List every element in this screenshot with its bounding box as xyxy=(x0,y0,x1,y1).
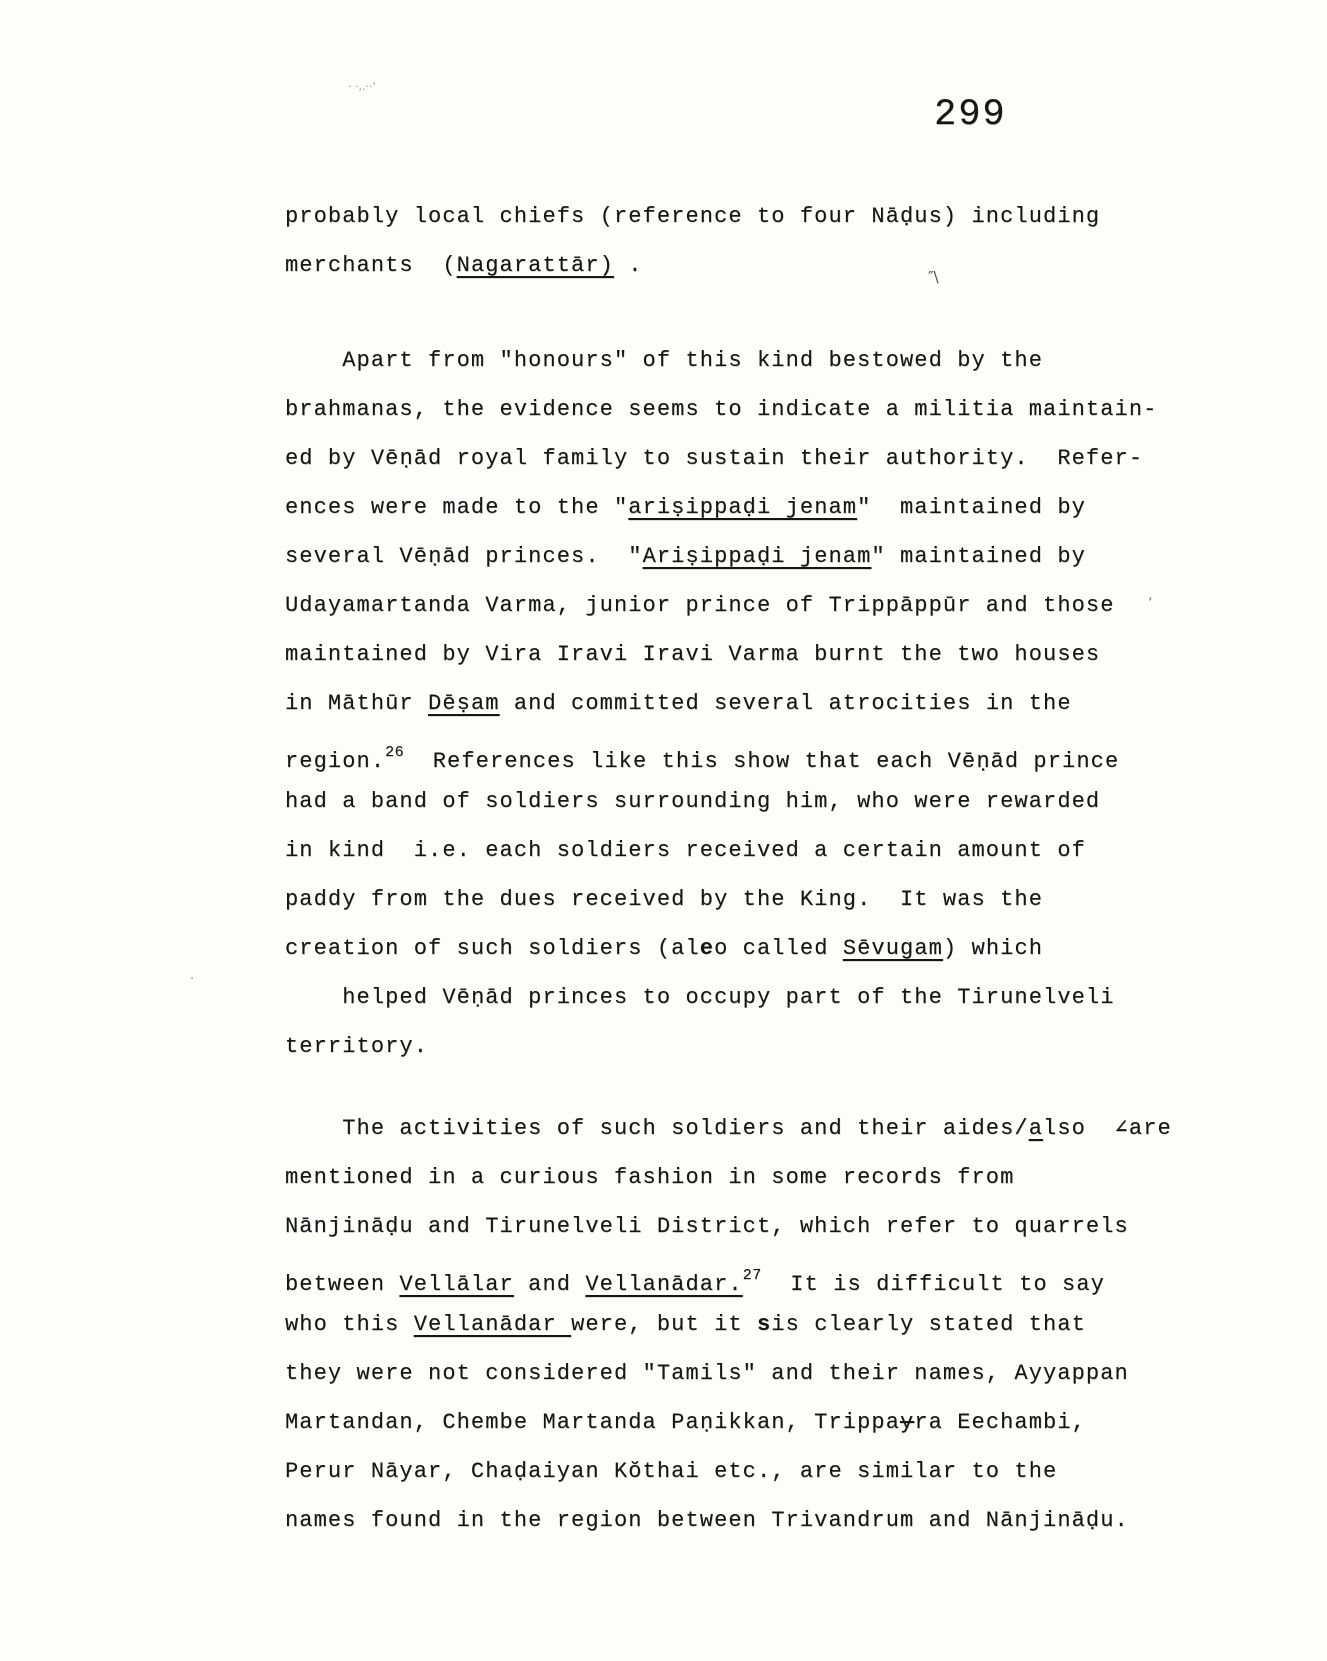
text-line xyxy=(285,192,1225,241)
text-segment: several Vēṇād princes. " xyxy=(285,544,643,569)
text-line xyxy=(285,241,1225,290)
text-segment: Ariṣippaḍi jenam xyxy=(642,544,872,569)
text-line xyxy=(285,1153,1225,1202)
scan-artifact: · ·,.··' xyxy=(348,80,376,93)
text-line xyxy=(285,973,1225,1022)
text-segment: 27 xyxy=(742,1267,762,1284)
text-segment: mentioned in a curious fashion in some records from xyxy=(285,1165,1015,1190)
text-segment: merchants ( xyxy=(285,253,457,278)
text-segment: y xyxy=(900,1410,915,1435)
text-segment: Apart from "honours" of this kind bestowed by the xyxy=(285,348,1044,373)
text-segment: ra Eechambi, xyxy=(914,1410,1086,1435)
text-line xyxy=(285,1104,1225,1153)
text-segment: is clearly stated that xyxy=(771,1312,1086,1337)
document-body xyxy=(285,192,1225,1545)
text-segment: Dēṣam xyxy=(428,691,500,716)
text-segment: ences were made to the " xyxy=(285,495,629,520)
text-segment: lso ∠are xyxy=(1043,1116,1172,1141)
text-segment: Vellanādar. xyxy=(585,1272,743,1297)
text-segment: had a band of soldiers surrounding him, who were rewarded xyxy=(285,789,1101,814)
text-line xyxy=(285,875,1225,924)
page-number: 299 xyxy=(934,94,1007,136)
text-segment: Perur Nāyar, Chaḍaiyan Kŏthai etc., are similar to the xyxy=(285,1459,1058,1484)
text-segment: . xyxy=(613,253,643,278)
text-line xyxy=(285,1496,1225,1545)
scan-artifact: ’ xyxy=(1148,596,1153,612)
text-segment: they were not considered "Tamils" and their names, Ayyappan xyxy=(285,1361,1129,1386)
text-segment: maintained by Vira Iravi Iravi Varma burnt the two houses xyxy=(285,642,1101,667)
text-line xyxy=(285,1398,1225,1447)
text-line xyxy=(285,1251,1225,1300)
text-line xyxy=(285,777,1225,826)
text-line xyxy=(285,385,1225,434)
text-segment: and committed several atrocities in the xyxy=(499,691,1072,716)
paragraph xyxy=(285,1104,1225,1545)
text-segment: " maintained by xyxy=(857,495,1086,520)
text-segment: names found in the region between Trivandrum and Nānjināḍu. xyxy=(285,1508,1129,1533)
text-line xyxy=(285,1447,1225,1496)
text-segment: probably local chiefs (reference to four Nāḍus) including xyxy=(285,204,1101,229)
text-segment: Nagarattār) xyxy=(456,253,614,278)
text-segment: a xyxy=(1028,1116,1044,1141)
text-segment: e xyxy=(699,936,715,961)
paragraph xyxy=(285,336,1225,1071)
scan-artifact: . xyxy=(190,968,195,983)
text-segment: territory. xyxy=(285,1034,429,1059)
text-segment: " maintained by xyxy=(871,544,1086,569)
text-segment: who this xyxy=(285,1312,414,1337)
text-segment: ) which xyxy=(942,936,1044,961)
text-segment: were, but it xyxy=(571,1312,757,1337)
text-segment: ariṣippaḍi jenam xyxy=(628,495,858,520)
text-line xyxy=(285,483,1225,532)
text-line xyxy=(285,532,1225,581)
text-segment: region. xyxy=(285,749,386,774)
text-line xyxy=(285,434,1225,483)
text-segment: Sēvugam xyxy=(842,936,943,961)
text-segment: between xyxy=(285,1272,400,1297)
text-segment: It is difficult to say xyxy=(761,1272,1105,1297)
text-line xyxy=(285,630,1225,679)
text-line xyxy=(285,679,1225,728)
text-line xyxy=(285,336,1225,385)
text-line xyxy=(285,728,1225,777)
text-segment: brahmanas, the evidence seems to indicate a militia maintain- xyxy=(285,397,1158,422)
text-line xyxy=(285,924,1225,973)
text-segment: and xyxy=(513,1272,586,1297)
text-segment: in kind i.e. each soldiers received a certain amount of xyxy=(285,838,1086,863)
paragraph xyxy=(285,192,1225,290)
text-segment: paddy from the dues received by the King. It was the xyxy=(285,887,1044,912)
text-segment: Vellālar xyxy=(399,1272,514,1297)
text-line xyxy=(285,1300,1225,1349)
text-line xyxy=(285,1022,1225,1071)
text-line xyxy=(285,826,1225,875)
text-segment: References like this show that each Vēṇād prince xyxy=(404,749,1120,774)
text-line xyxy=(285,581,1225,630)
text-segment: o called xyxy=(714,936,843,961)
text-segment: s xyxy=(757,1312,772,1337)
text-segment: The activities of such soldiers and their aides/ xyxy=(285,1116,1029,1141)
scan-artifact: ″\ xyxy=(928,268,939,286)
text-segment: Udayamartanda Varma, junior prince of Trippāppūr and those xyxy=(285,593,1115,618)
text-segment: in Māthūr xyxy=(285,691,429,716)
text-segment: Martandan, Chembe Martanda Paṇikkan, Trippa xyxy=(285,1410,900,1435)
text-segment: helped Vēṇād princes to occupy part of the Tirunelveli xyxy=(285,985,1115,1010)
text-segment: Nānjināḍu and Tirunelveli District, which refer to quarrels xyxy=(285,1214,1129,1239)
text-line xyxy=(285,1202,1225,1251)
text-segment: Vellanādar xyxy=(413,1312,572,1337)
text-segment: 26 xyxy=(385,744,405,761)
text-line xyxy=(285,1349,1225,1398)
text-segment: creation of such soldiers (al xyxy=(285,936,700,961)
text-segment: ed by Vēṇād royal family to sustain their authority. Refer- xyxy=(285,446,1144,471)
